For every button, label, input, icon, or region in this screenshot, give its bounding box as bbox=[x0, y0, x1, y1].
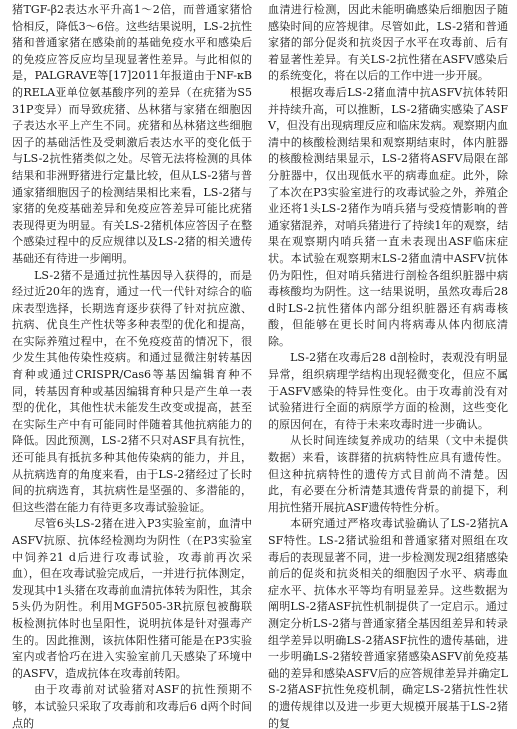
right-paragraph-5: 本研究通过严格攻毒试验确认了LS-2猪抗ASF特性。LS-2猪试验组和普通家猪对照组在攻毒后的表现显著不同，进一步检测发现2组猪感染前后的促炎和抗炎相关的细胞因子水平、病毒血症水平、抗体水平等均有明显差异。这些数据为阐明LS-2猪ASF抗性机制提供了一定启示。通过测定分析LS-2猪与普通家猪全基因组差异和转录组学差异以明确LS-2猪ASF抗性的遗传基础，进一步明确LS-2猪较普通家猪感染ASFV前免疫基础的差异和感染ASFV后的应答规律差异并确定LS-2猪ASF抗性免疫机制，确定LS-2猪抗性性状的遗传规律以及进一步更大规模开展基于LS-2猪的复 bbox=[268, 517, 508, 729]
right-paragraph-2: 根据攻毒后LS-2猪血清中抗ASFV抗体转阳并持续升高，可以推断，LS-2猪确实感染了ASFV，但没有出现病理反应和临床发病。观察期内血清中的核酸检测结果和观察期结束时，体内脏器的核酸检测结果显示，LS-2猪将ASFV局限在部分脏器中，仅出现低水平的病毒血症。此外，除了本次在P3实验室进行的攻毒试验之外，养殖企业还将1头LS-2猪作为哨兵猪与受疫情影响的普通家猪混养，对哨兵猪进行了持续1年的观察，结果在观察期内哨兵猪一直未表现出ASF临床症状。本试验在观察期末LS-2猪血清中ASFV抗体仍为阳性，但对哨兵猪进行剖检各组织脏器中病毒核酸均为阴性。这一结果说明，虽然攻毒后28 d时LS-2抗性猪体内部分组织脏器还有病毒核酸，但能够在更长时间内将病毒从体内彻底清除。 bbox=[268, 85, 508, 348]
left-paragraph-1: 猪TGF-β2表达水平升高1～2倍，而普通家猪恰恰相反，降低3～6倍。这些结果说明，LS-2抗性猪和普通家猪在感染前的基础免疫水平和感染后的免疫应答反应均呈现显著性差异。与此相似的是，PALGRAVE等[17]2011年报道由于NF-κB的RELA亚单位氨基酸序列的差异（在疣猪为S531P变异）而导致疣猪、丛林猪与家猪在细胞因子表达水平上产生不同。疣猪和丛林猪这些细胞因子的基础活性及受刺激后表达水平的变化低于与LS-2抗性猪类似之处。尽管无法将检测的具体结果和非洲野猪进行定量比较，但从LS-2猪与普通家猪细胞因子的检测结果相比来看，LS-2猪与家猪的免疫基础差异和免疫应答差异可能比疣猪表现得更为明显。有关LS-2猪机体应答因子在整个感染过程中的反应规律以及LS-2猪的相关遗传基础还有待进一步阐明。 bbox=[12, 3, 252, 265]
right-paragraph-4: 从长时间连续复养成功的结果（文中未提供数据）来看，该群猪的抗病特性应具有遗传性。但这种抗病特性的遗传方式目前尚不清楚。因此，有必要在分析清楚其遗传背景的前提下，利用抗性猪开展抗ASF遗传特性分析。 bbox=[268, 434, 508, 514]
right-paragraph-3: LS-2猪在攻毒后28 d剖检时，表观没有明显异常，组织病理学结构出现轻微变化，但应不属于ASFV感染的特异性变化。由于攻毒前没有对试验猪进行全面的病原学方面的检测，这些变化的原因何在，有待于未来攻毒时进一步确认。 bbox=[268, 351, 508, 431]
left-paragraph-2: LS-2猪不是通过抗性基因导入获得的，而是经过近20年的选育，通过一代一代针对综合的临床表型选择，长期选育逐步获得了针对抗应激、抗病、优良生产性状等多种表型的优化和提高，在实际养殖过程中，在不免疫疫苗的情况下，很少发生其他传染性疫病。和通过显微注射转基因育种或通过CRISPR/Cas6等基因编辑育种不同，转基因育种或基因编辑育种只是产生单一表型的优化，其他性状未能发生改变或提高，甚至在实际生产中有可能同时伴随着其他抗病能力的降低。因此预测，LS-2猪不只对ASF具有抗性，还可能具有抵抗多种其他传染病的能力，并且，从抗病选育的角度来看，由于LS-2猪经过了长时间的抗病选育，其抗病性是坚强的、多潜能的，但这些潜在能力有待更多攻毒试验验证。 bbox=[12, 268, 252, 514]
right-column bbox=[268, 2, 508, 729]
left-column bbox=[12, 2, 252, 729]
left-paragraph-3: 尽管6头LS-2猪在进入P3实验室前，血清中ASFV抗原、抗体经检测均为阴性（在P3实验室中饲养21 d后进行攻毒试验，攻毒前再次采血），但在攻毒试验完成后，一并进行抗体测定，发现其中1头猪在攻毒前血清抗体转为阳性，其余5头仍为阴性。利用MGF505-3R抗原包被酶联板检测抗体时也呈阳性，说明抗体是针对强毒产生的。因此推测，该抗体阳性猪可能是在P3实验室内或者恰巧在进入实验室前几天感染了环境中的ASFV，造成抗体在攻毒前转阳。 bbox=[12, 517, 252, 680]
two-column-layout bbox=[12, 2, 508, 729]
left-paragraph-4: 由于攻毒前对试验猪对ASF的抗性预期不够，本试验只采取了攻毒前和攻毒后6 d两个时间点的 bbox=[12, 683, 252, 729]
right-paragraph-1: 血清进行检测，因此未能明确感染后细胞因子随感染时间的应答规律。尽管如此，LS-2猪和普通家猪的部分促炎和抗炎因子水平在攻毒前、后有着显著性差异。有关LS-2抗性猪在ASFV感染后的系统变化，将在以后的工作中进一步开展。 bbox=[268, 3, 508, 83]
